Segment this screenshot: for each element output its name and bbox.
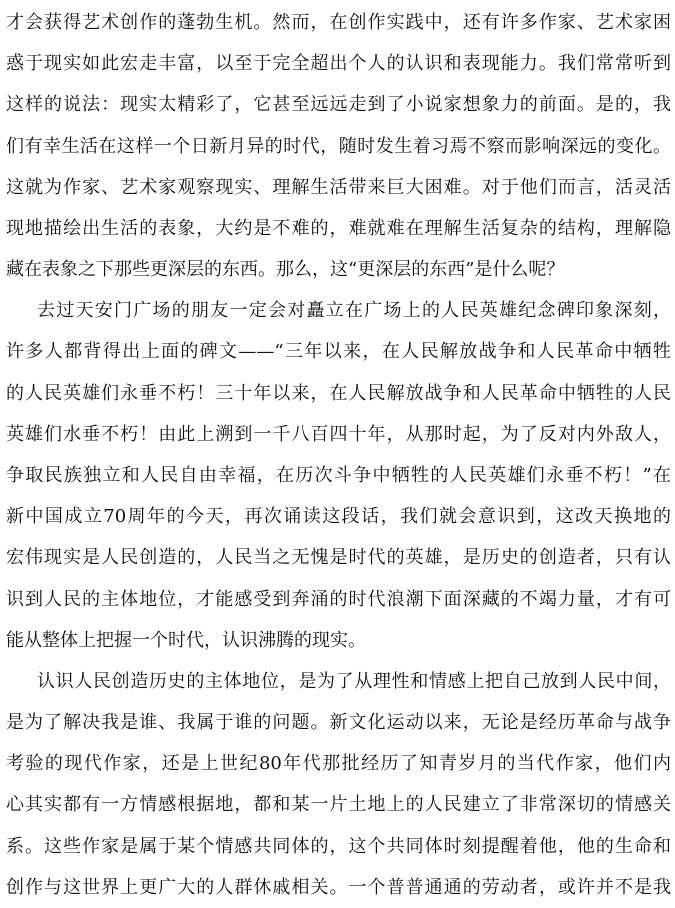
- text-line: 惑于现实如此宏走丰富，以至于完全超出个人的认识和表现能力。我们常常听到: [6, 53, 671, 75]
- text-line: 的人民英雄们永垂不朽！三十年以来，在人民解放战争和人民革命中牺牲的人民: [6, 382, 671, 404]
- text-line: 能从整体上把握一个时代，认识沸腾的现实。: [6, 629, 366, 651]
- text-line: 去过天安门广场的朋友一定会对矗立在广场上的人民英雄纪念碑印象深刻，: [37, 300, 671, 322]
- text-line: 宏伟现实是人民创造的，人民当之无愧是时代的英雄，是历史的创造者，只有认: [6, 547, 671, 569]
- text-line: 才会获得艺术创作的蓬勃生机。然而，在创作实践中，还有许多作家、艺术家困: [6, 12, 671, 33]
- text-line: 新中国成立70周年的今天，再次诵读这段话，我们就会意识到，这改天换地的: [6, 506, 671, 528]
- text-line: 识到人民的主体地位，才能感受到奔涌的时代浪潮下面深藏的不竭力量，才有可: [6, 588, 671, 610]
- text-line: 这样的说法：现实太精彩了，它甚至远远走到了小说家想象力的前面。是的，我: [6, 94, 671, 116]
- text-line: 争取民族独立和人民自由幸福，在历次斗争中牺牲的人民英雄们永垂不朽！”在: [6, 465, 671, 486]
- text-line: 们有幸生活在这样一个日新月异的时代，随时发生着习焉不察而影响深远的变化。: [6, 135, 671, 157]
- text-line: 考验的现代作家，还是上世纪80年代那批经历了知青岁月的当代作家，他们内: [6, 753, 671, 775]
- text-line: 藏在表象之下那些更深层的东西。那么，这“更深层的东西”是什么呢？: [6, 259, 565, 281]
- text-line: 现地描绘出生活的表象，大约是不难的，难就难在理解生活复杂的结构，理解隐: [6, 217, 671, 239]
- text-line: 许多人都背得出上面的碑文——“三年以来，在人民解放战争和人民革命中牺牲: [6, 341, 671, 363]
- text-line: 系。这些作家是属于某个情感共同体的，这个共同体时刻提醒着他，他的生命和: [6, 835, 671, 857]
- text-line: 是为了解决我是谁、我属于谁的问题。新文化运动以来，无论是经历革命与战争: [6, 712, 671, 734]
- text-line: 创作与这世界上更广大的人群休戚相关。一个普普通通的劳动者，或许并不是我: [6, 876, 671, 898]
- text-line: 英雄们水垂不朽！由此上溯到一千八百四十年，从那时起，为了反对内外敌人，: [6, 423, 671, 445]
- text-line: 认识人民创造历史的主体地位，是为了从理性和情感上把自己放到人民中间，: [37, 670, 671, 692]
- text-line: 这就为作家、艺术家观察现实、理解生活带来巨大困难。对于他们而言，活灵活: [6, 176, 671, 198]
- text-line: 心其实都有一方情感根据地，都和某一片土地上的人民建立了非常深切的情感关: [6, 794, 671, 816]
